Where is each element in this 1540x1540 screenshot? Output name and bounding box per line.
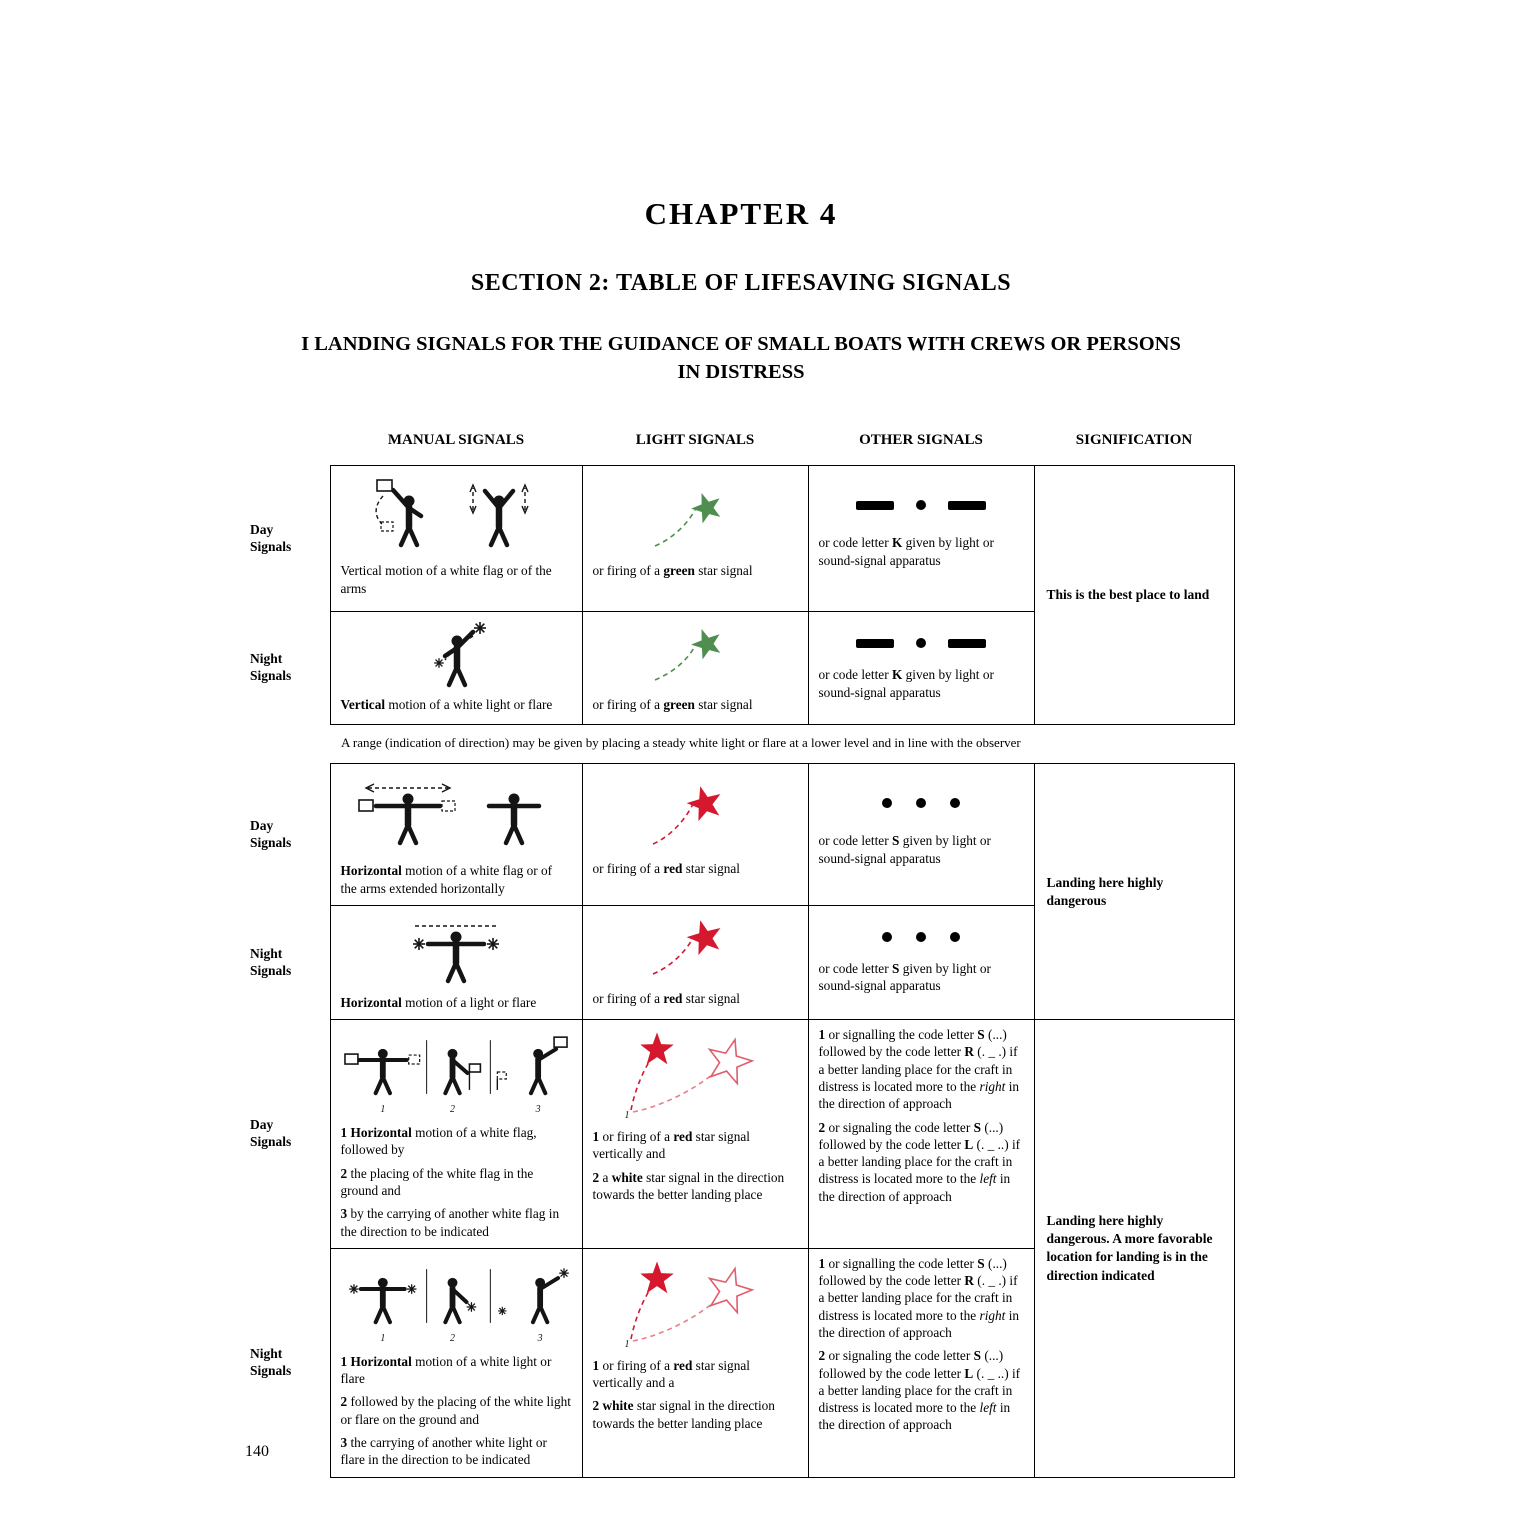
manual-signal-step-2: 2 followed by the placing of the white light or flare on the ground and [340, 1394, 571, 1427]
light-signal-description: or firing of a red star signal [592, 861, 740, 877]
manual-signal-step-3: 3 by the carrying of another white flag in the direction to be indicated [340, 1206, 560, 1239]
cell-light-day-red-white-star [582, 1020, 808, 1249]
section-title: SECTION 2: TABLE OF LIFESAVING SIGNALS [470, 270, 1012, 296]
cell-other-day-code-letters [808, 1020, 1034, 1249]
other-signal-description: or code letter S given by light or sound-signal apparatus [818, 833, 991, 866]
light-signal-step-1: 1 or firing of a red star signal vertically and [592, 1129, 750, 1162]
cell-light-night-red-white-star [582, 1248, 808, 1477]
cell-other-night-code-letters [808, 1248, 1034, 1477]
morse-code-K-icon [819, 638, 1024, 648]
column-header-manual-signals: MANUAL SIGNALS [387, 432, 525, 449]
cell-light-day-red-star [582, 764, 808, 906]
lifesaving-signals-table [248, 432, 1235, 1477]
figure-horizontal-flag-icon [341, 774, 572, 852]
cell-other-night-letter-s [808, 905, 1034, 1019]
cell-light-night-green-star [582, 612, 808, 725]
signification-landing-dangerous: Landing here highly dangerous [1034, 764, 1234, 1020]
other-signal-option-2: 2 or signaling the code letter S (...) followed by the code letter L (. _ ..) if a better landing place for the craft in distress is located more to the left in the direction of approach [818, 1348, 1021, 1433]
morse-code-S-icon [819, 798, 1024, 808]
row-label-day-signals: Day Signals [250, 521, 292, 554]
manual-signal-description: Vertical motion of a white light or flare [340, 697, 553, 713]
green-star-signal-icon [593, 624, 798, 686]
figure-number-2: 2 [449, 1104, 455, 1116]
row-label-night-signals: Night Signals [250, 651, 292, 684]
cell-manual-day-horizontal-flag [330, 764, 582, 906]
figure-number-3: 3 [537, 1332, 543, 1344]
cell-manual-day-flag-sequence [330, 1020, 582, 1249]
cell-manual-night-vertical-light [330, 612, 582, 725]
other-signal-option-1: 1 or signalling the code letter S (...) followed by the code letter R (. _ .) if a better landing place for the craft in distress is located more to the right in the direction of approach [818, 1255, 1020, 1340]
manual-signal-step-2: 2 the placing of the white flag in the ground and [340, 1165, 534, 1199]
range-note-row [248, 725, 1234, 764]
chapter-title: CHAPTER 4 [644, 196, 838, 231]
figure-number-2: 2 [449, 1332, 455, 1344]
row-label-night-signals: Night Signals [250, 1345, 292, 1378]
manual-signal-description: Vertical motion of a white flag or of the arms [340, 563, 552, 596]
figure-flag-sequence-icon [341, 1028, 572, 1116]
other-signal-option-2: 2 or signaling the code letter S (...) followed by the code letter L (. _ ..) if a better landing place for the craft in distress is located more to the left in the direction of approach [818, 1119, 1021, 1204]
light-signal-description: or firing of a green star signal [592, 697, 753, 713]
table-row-day-direction [248, 1020, 1234, 1249]
signification-direction-indicated: Landing here highly dangerous. A more favorable location for landing is in the direction indicated [1034, 1020, 1234, 1477]
figure-horizontal-light-icon [341, 914, 572, 986]
table-row-day-best-place [248, 466, 1234, 612]
figure-vertical-flag-wave-icon [341, 476, 572, 552]
column-header-signification: SIGNIFICATION [1075, 432, 1193, 449]
cell-other-night-letter-k [808, 612, 1034, 725]
figure-vertical-light-icon [341, 618, 572, 690]
other-signal-option-1: 1 or signalling the code letter S (...) followed by the code letter R (. _ .) if a better landing place for the craft in distress is located more to the right in the direction of approach [818, 1027, 1020, 1112]
manual-signal-step-1: 1 Horizontal motion of a white flag, followed by [340, 1125, 537, 1158]
morse-code-K-icon [819, 500, 1024, 510]
cell-manual-night-light-sequence [330, 1248, 582, 1477]
table-row-day-dangerous [248, 764, 1234, 906]
red-star-signal-icon [593, 916, 798, 980]
light-signal-step-1: 1 or firing of a red star signal vertically and a [592, 1357, 750, 1391]
cell-other-day-letter-s [808, 764, 1034, 906]
column-header-row [248, 432, 1234, 466]
morse-code-S-icon [819, 932, 1024, 942]
column-header-other-signals: OTHER SIGNALS [859, 432, 983, 449]
figure-light-sequence-icon [341, 1257, 572, 1345]
red-star-signal-icon [593, 780, 798, 850]
row-label-day-signals: Day Signals [250, 1117, 292, 1150]
figure-number-3: 3 [535, 1104, 541, 1116]
green-star-signal-icon [593, 486, 798, 552]
light-signal-step-2: 2 a white star signal in the direction towards the better landing place [592, 1169, 785, 1203]
manual-signal-description: Horizontal motion of a white flag or of the arms extended horizontally [340, 863, 553, 896]
manual-signal-step-1: 1 Horizontal motion of a white light or flare [340, 1353, 552, 1387]
page-number: 140 [245, 1443, 269, 1460]
cell-light-day-green-star [582, 466, 808, 612]
trajectory-number-1: 1 [624, 1110, 630, 1121]
table-heading: I LANDING SIGNALS FOR THE GUIDANCE OF SMALL BOATS WITH CREWS OR PERSONS IN DISTRESS [301, 333, 1181, 383]
signification-best-place-to-land: This is the best place to land [1034, 466, 1234, 725]
light-signal-description: or firing of a red star signal [592, 990, 740, 1006]
manual-signal-step-3: 3 the carrying of another white light or flare in the direction to be indicated [340, 1435, 547, 1468]
cell-other-day-letter-k [808, 466, 1034, 612]
cell-light-night-red-star [582, 905, 808, 1019]
other-signal-description: or code letter K given by light or sound-signal apparatus [818, 667, 994, 700]
figure-number-1: 1 [379, 1104, 385, 1116]
red-and-white-star-signal-icon [593, 1257, 798, 1349]
light-signal-description: or firing of a green star signal [592, 563, 753, 579]
manual-signal-description: Horizontal motion of a light or flare [340, 994, 537, 1010]
cell-manual-night-horizontal-light [330, 905, 582, 1019]
figure-number-1: 1 [379, 1332, 385, 1344]
column-header-light-signals: LIGHT SIGNALS [635, 432, 755, 449]
row-label-night-signals: Night Signals [250, 945, 292, 978]
light-signal-step-2: 2 white star signal in the direction towards the better landing place [592, 1398, 775, 1431]
other-signal-description: or code letter K given by light or sound-signal apparatus [818, 535, 994, 568]
page-content [248, 0, 1234, 1478]
cell-manual-day-vertical-flag [330, 466, 582, 612]
other-signal-description: or code letter S given by light or sound-signal apparatus [818, 960, 991, 994]
range-note: A range (indication of direction) may be given by placing a steady white light or flare at a lower level and in line with the observer [341, 735, 1021, 751]
trajectory-number-1: 1 [624, 1338, 630, 1349]
column-header-empty [248, 432, 330, 466]
red-and-white-star-signal-icon [593, 1028, 798, 1120]
row-label-day-signals: Day Signals [250, 817, 292, 850]
